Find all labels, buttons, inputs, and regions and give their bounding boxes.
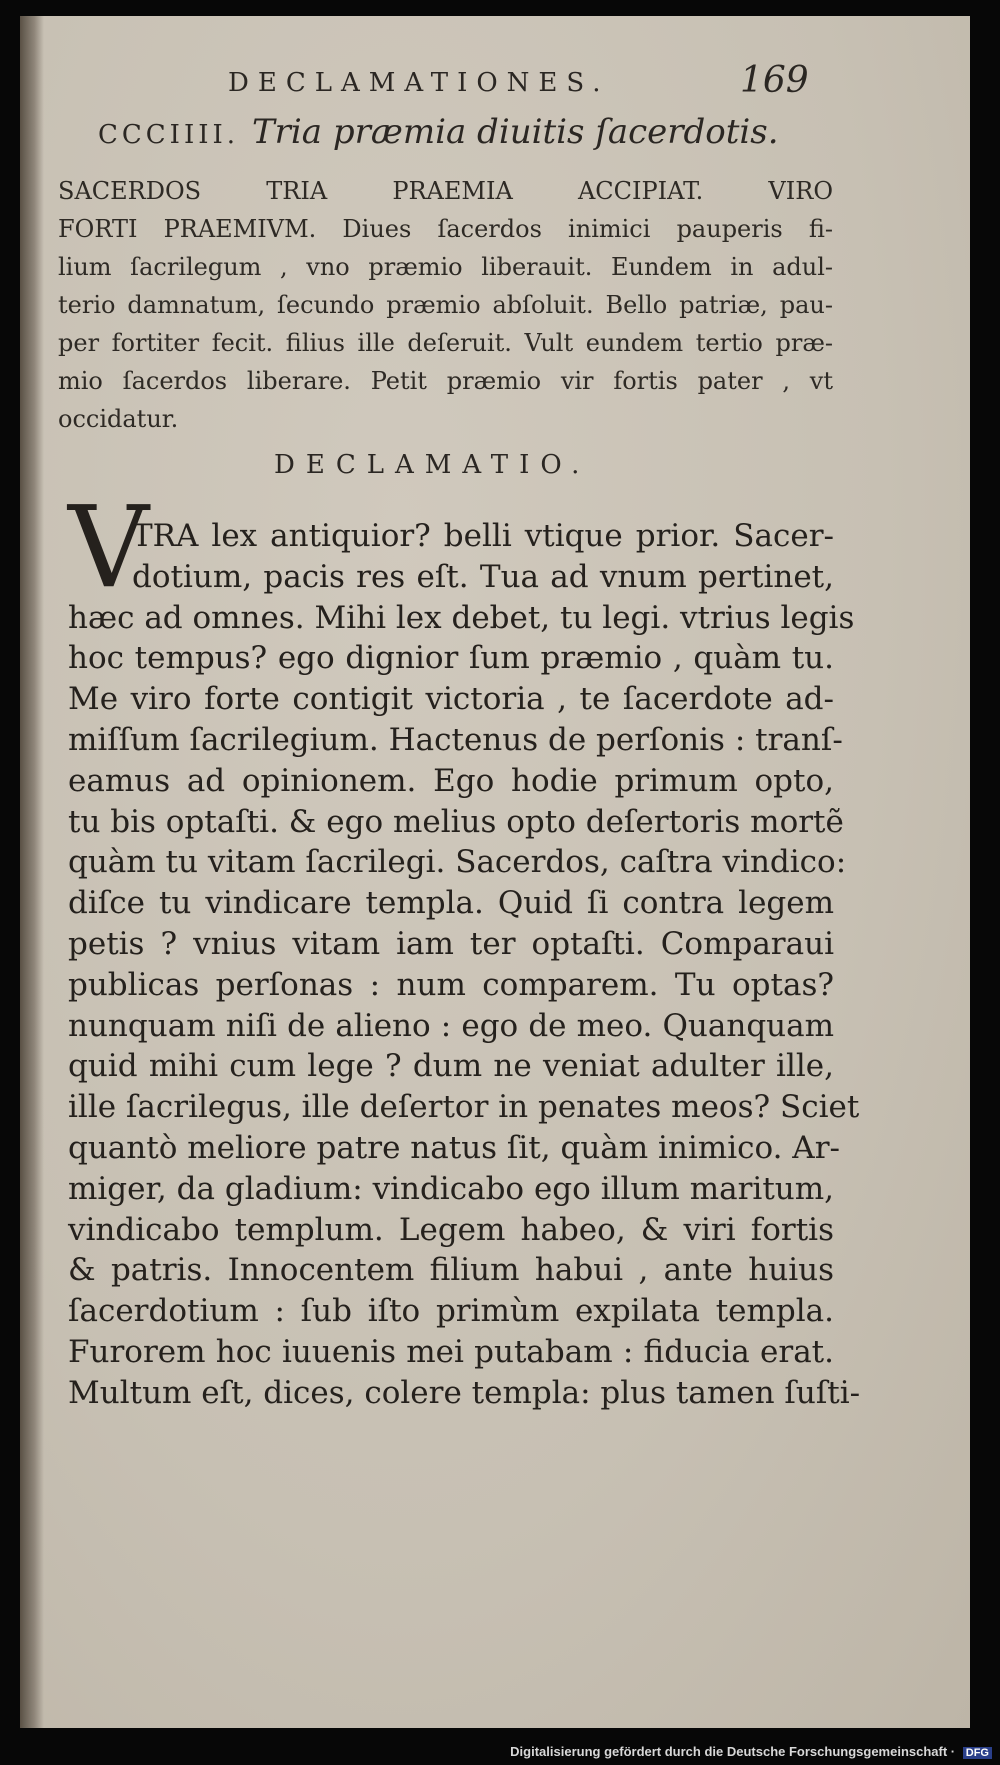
body-line: dotium, pacis res eſt. Tua ad vnum pertinet, bbox=[132, 558, 834, 595]
section-title: Tria præmia diuitis ſacerdotis. bbox=[252, 112, 779, 152]
declamatio-heading: DECLAMATIO. bbox=[274, 450, 591, 480]
body-line: & patris. Innocentem filium habui , ante huius bbox=[68, 1252, 834, 1289]
credit-text: Digitalisierung gefördert durch die Deutsche Forschungsgemeinschaft · bbox=[510, 1744, 956, 1759]
body-line: hæc ad omnes. Mihi lex debet, tu legi. vtrius legis bbox=[68, 599, 855, 636]
body-line: ſacerdotium : ſub iſto primùm expilata templa. bbox=[68, 1293, 834, 1330]
body-line: Me viro forte contigit victoria , te ſacerdote ad- bbox=[68, 681, 834, 718]
section-number: CCCIIII. bbox=[98, 120, 240, 150]
argument-line: FORTI PRAEMIVM. Diues ſacerdos inimici pauperis fi- bbox=[58, 215, 833, 243]
body-line: eamus ad opinionem. Ego hodie primum opto, bbox=[68, 762, 834, 799]
argument-line: per fortiter fecit. filius ille deſeruit. Vult eundem tertio præ- bbox=[58, 329, 833, 357]
body-line: nunquam niſi de alieno : ego de meo. Quanquam bbox=[68, 1007, 834, 1044]
body-line: ille ſacrilegus, ille deſertor in penates meos? Sciet bbox=[68, 1089, 860, 1126]
body-line: TRA lex antiquior? belli vtique prior. Sacer- bbox=[132, 518, 834, 554]
digitization-credit bbox=[510, 1744, 992, 1759]
page-number: 169 bbox=[740, 60, 809, 101]
body-line: miger, da gladium: vindicabo ego illum maritum, bbox=[68, 1170, 834, 1207]
body-line: hoc tempus? ego dignior ſum præmio , quàm tu. bbox=[68, 640, 834, 677]
book-page bbox=[20, 16, 970, 1728]
argument-paragraph bbox=[58, 172, 833, 438]
body-line: vindicabo templum. Legem habeo, & viri fortis bbox=[68, 1211, 834, 1248]
argument-line: terio damnatum, ſecundo præmio abſoluit. Bello patriæ, pau- bbox=[58, 291, 833, 319]
body-line: tu bis optaſti. & ego melius opto deſertoris mortẽ bbox=[68, 803, 844, 840]
page-edge-shadow bbox=[20, 16, 44, 1728]
body-line: publicas perſonas : num comparem. Tu optas? bbox=[68, 966, 834, 1003]
body-line: quàm tu vitam ſacrilegi. Sacerdos, caſtra vindico: bbox=[68, 844, 847, 881]
body-line: quantò meliore patre natus ſit, quàm inimico. Ar- bbox=[68, 1129, 840, 1166]
body-line: petis ? vnius vitam iam ter optaſti. Comparaui bbox=[68, 925, 834, 962]
argument-line: lium ſacrilegum , vno præmio liberauit. Eundem in adul- bbox=[58, 253, 833, 281]
dfg-logo: DFG bbox=[963, 1747, 992, 1759]
body-line: diſce tu vindicare templa. Quid ſi contra legem bbox=[68, 885, 834, 922]
body-line: Multum eſt, dices, colere templa: plus tamen ſuſti- bbox=[68, 1374, 861, 1411]
argument-line: mio ſacerdos liberare. Petit præmio vir fortis pater , vt bbox=[58, 367, 833, 395]
drop-cap: V bbox=[68, 483, 149, 613]
body-line: quid mihi cum lege ? dum ne veniat adulter ille, bbox=[68, 1048, 834, 1085]
argument-line: occidatur. bbox=[58, 405, 179, 433]
running-head: DECLAMATIONES. bbox=[228, 68, 610, 98]
body-line: Furorem hoc iuuenis mei putabam : fiducia erat. bbox=[68, 1333, 834, 1370]
body-text bbox=[68, 516, 861, 1414]
body-line: miſſum ſacrilegium. Hactenus de perſonis : tranſ- bbox=[68, 721, 843, 758]
argument-line: SACERDOS TRIA PRAEMIA ACCIPIAT. VIRO bbox=[58, 177, 833, 205]
